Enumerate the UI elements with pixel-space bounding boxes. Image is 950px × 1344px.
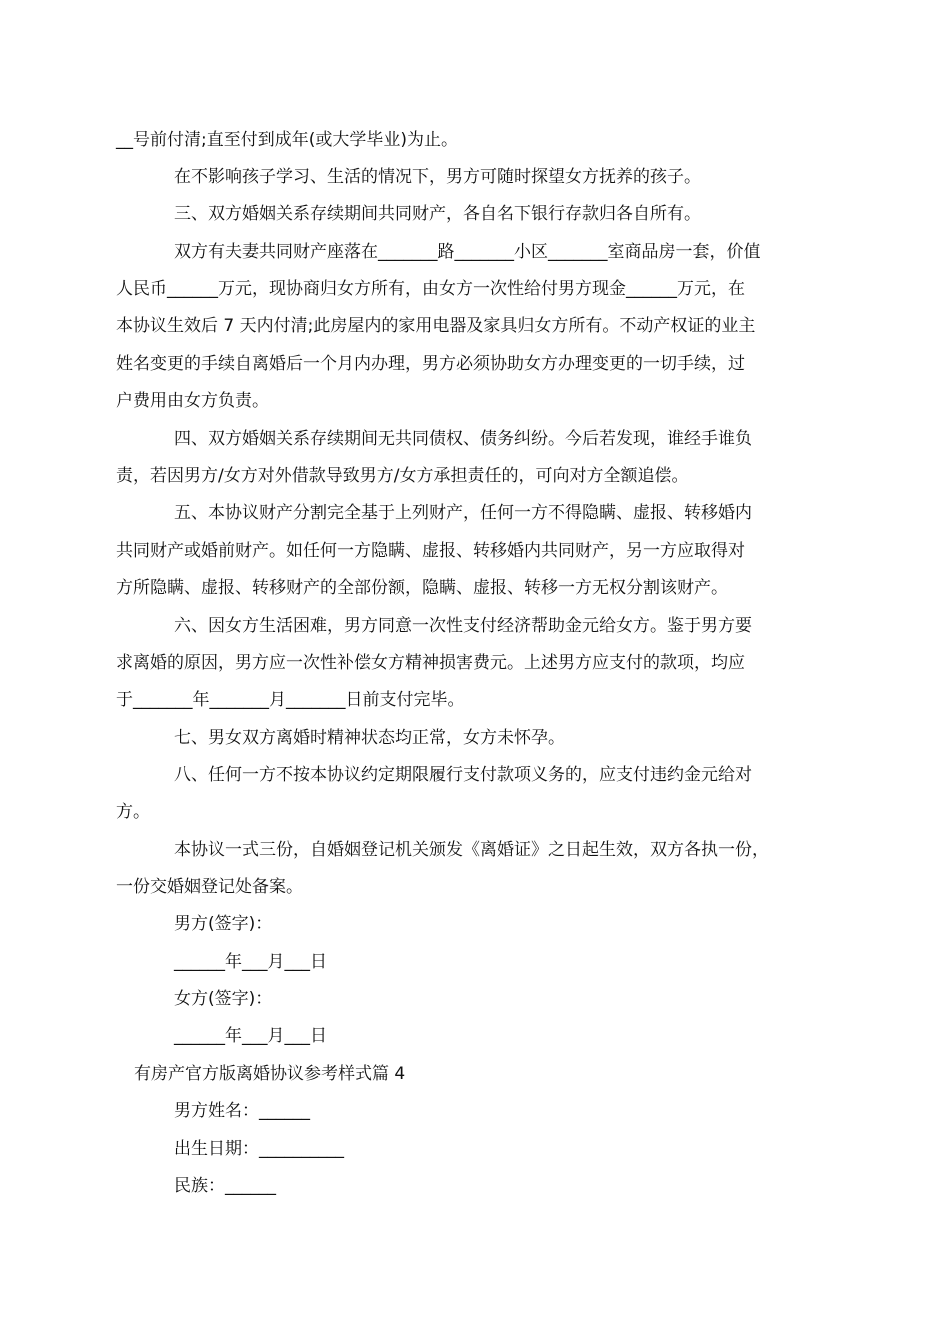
birth-date-field: 出生日期：__________ bbox=[174, 1139, 344, 1159]
paragraph-line: 责，若因男方/女方对外借款导致男方/女方承担责任的，可向对方全额追偿。 bbox=[116, 466, 689, 486]
paragraph-line: 人民币______万元，现协商归女方所有，由女方一次性给付男方现金______万元，在 bbox=[116, 279, 745, 299]
paragraph-line: 户费用由女方负责。 bbox=[116, 391, 269, 411]
paragraph-line: 本协议一式三份，自婚姻登记机关颁发《离婚证》之日起生效，双方各执一份， bbox=[174, 840, 769, 860]
section-six-line: 六、因女方生活困难，男方同意一次性支付经济帮助金元给女方。鉴于男方要 bbox=[174, 616, 752, 636]
section-seven-line: 七、男女双方离婚时精神状态均正常，女方未怀孕。 bbox=[174, 728, 565, 748]
section-eight-line: 八、任何一方不按本协议约定期限履行支付款项义务的，应支付违约金元给对 bbox=[174, 765, 752, 785]
paragraph-line: 共同财产或婚前财产。如任何一方隐瞒、虚报、转移婚内共同财产，另一方应取得对 bbox=[116, 541, 745, 561]
paragraph-line: 方所隐瞒、虚报、转移财产的全部份额，隐瞒、虚报、转移一方无权分割该财产。 bbox=[116, 578, 728, 598]
paragraph-line: 本协议生效后 7 天内付清;此房屋内的家用电器及家具归女方所有。不动产权证的业主 bbox=[116, 316, 756, 336]
male-signature-date: ______年___月___日 bbox=[174, 952, 327, 972]
paragraph-line: __号前付清;直至付到成年(或大学毕业)为止。 bbox=[116, 130, 458, 150]
ethnicity-field: 民族：______ bbox=[174, 1176, 276, 1196]
paragraph-line: 在不影响孩子学习、生活的情况下，男方可随时探望女方抚养的孩子。 bbox=[174, 167, 701, 187]
female-signature-label: 女方(签字)： bbox=[174, 989, 273, 1009]
section-heading: 有房产官方版离婚协议参考样式篇 4 bbox=[134, 1064, 406, 1084]
paragraph-line: 双方有夫妻共同财产座落在_______路_______小区_______室商品房一套，价值 bbox=[174, 242, 761, 262]
female-signature-date: ______年___月___日 bbox=[174, 1026, 327, 1046]
paragraph-line: 方。 bbox=[116, 802, 150, 822]
paragraph-line: 于_______年_______月_______日前支付完毕。 bbox=[116, 690, 465, 710]
section-three-line: 三、双方婚姻关系存续期间共同财产，各自名下银行存款归各自所有。 bbox=[174, 204, 701, 224]
section-four-line: 四、双方婚姻关系存续期间无共同债权、债务纠纷。今后若发现，谁经手谁负 bbox=[174, 429, 752, 449]
paragraph-line: 一份交婚姻登记处备案。 bbox=[116, 877, 303, 897]
paragraph-line: 姓名变更的手续自离婚后一个月内办理，男方必须协助女方办理变更的一切手续，过 bbox=[116, 354, 745, 374]
male-name-field: 男方姓名：______ bbox=[174, 1101, 310, 1121]
section-five-line: 五、本协议财产分割完全基于上列财产，任何一方不得隐瞒、虚报、转移婚内 bbox=[174, 503, 752, 523]
paragraph-line: 求离婚的原因，男方应一次性补偿女方精神损害费元。上述男方应支付的款项，均应 bbox=[116, 653, 745, 673]
male-signature-label: 男方(签字)： bbox=[174, 914, 273, 934]
